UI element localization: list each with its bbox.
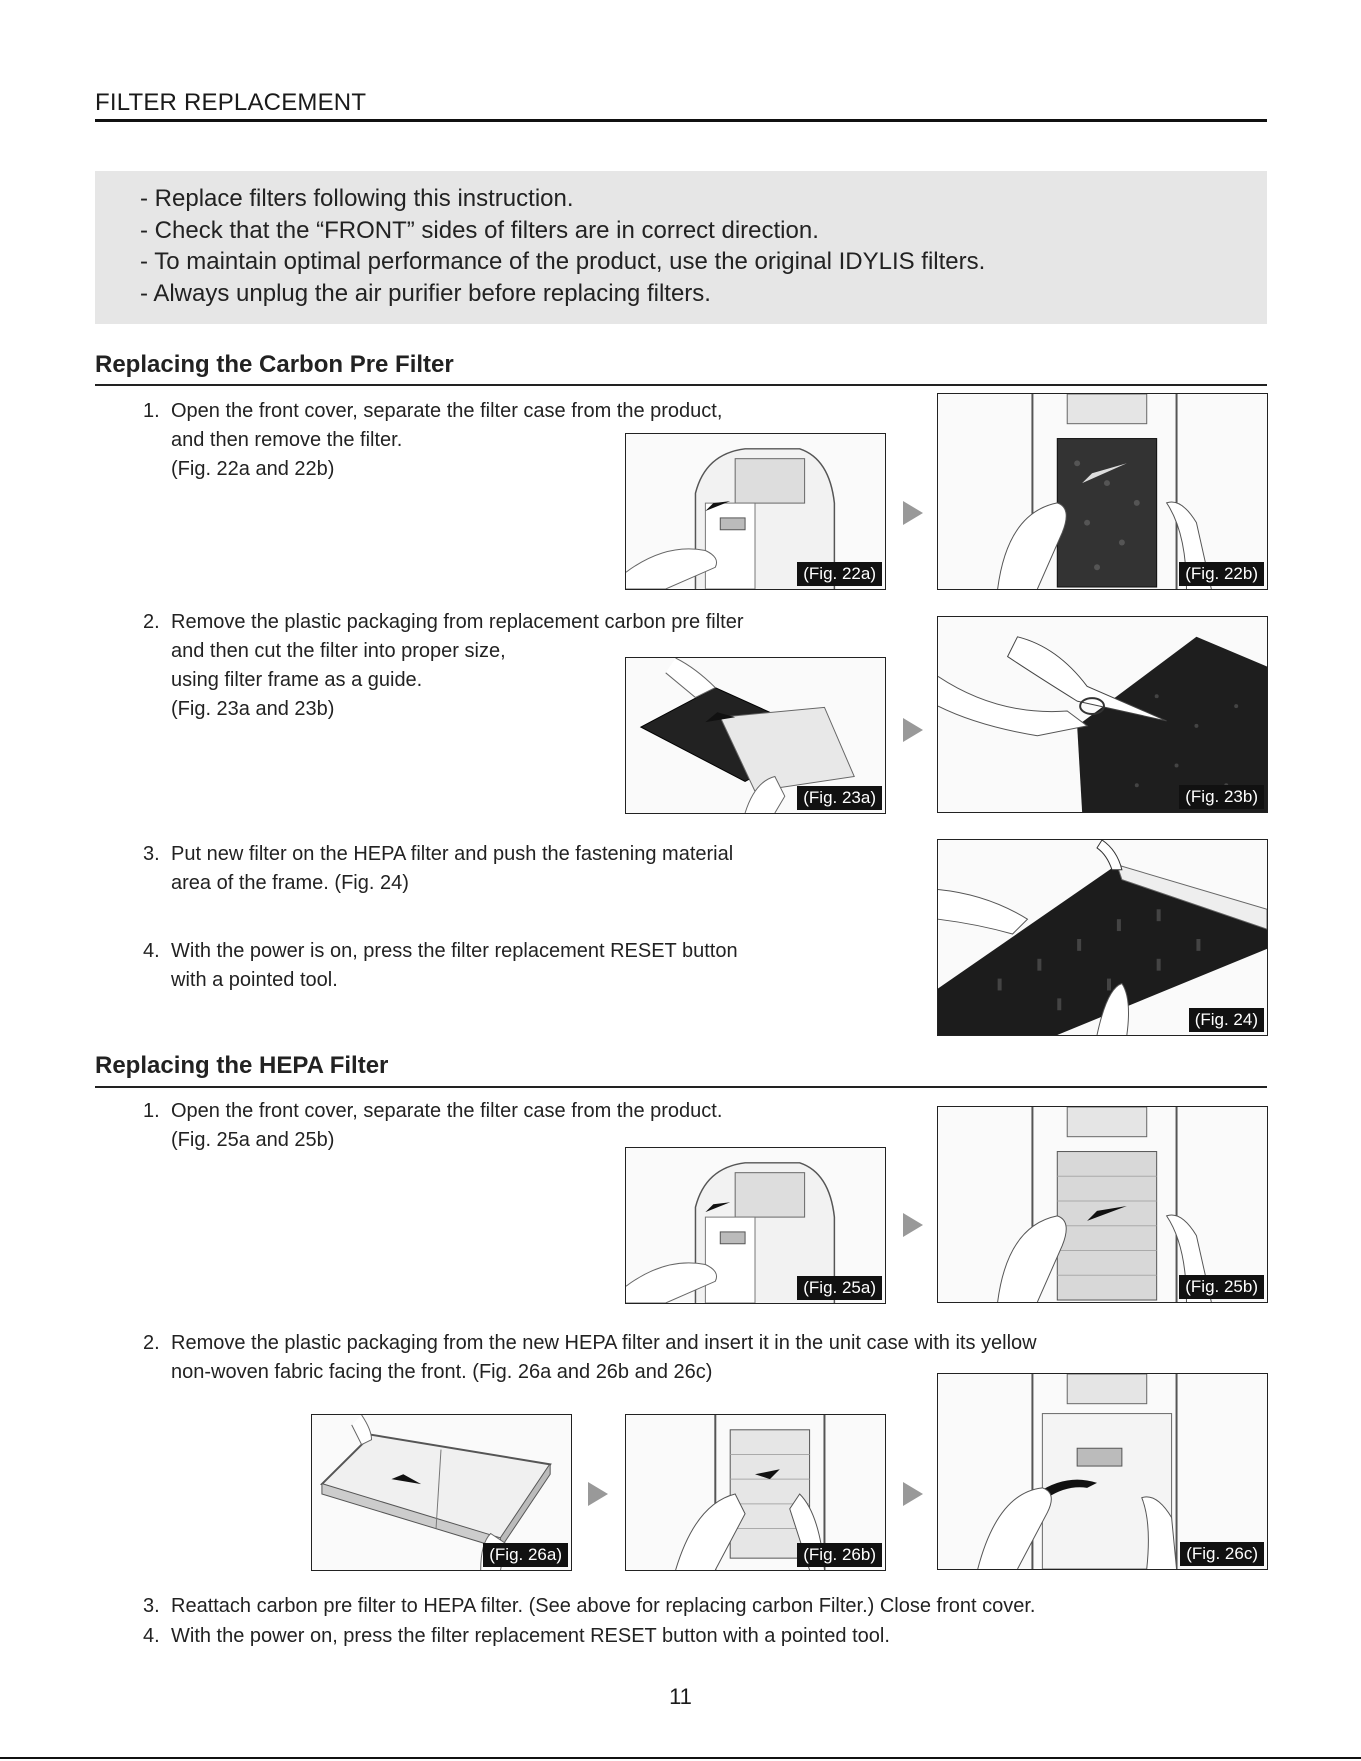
figure-label: (Fig. 22a) [797, 562, 882, 586]
figure-label: (Fig. 25b) [1179, 1275, 1264, 1299]
step-number: 1. [143, 1100, 160, 1122]
step-text: With the power is on, press the filter replacement RESET button [171, 940, 738, 962]
figure-25a [625, 1147, 886, 1304]
step-text: Put new filter on the HEPA filter and push the fastening material [171, 843, 734, 865]
figure-26c [937, 1373, 1268, 1570]
filter-removal-illustration [938, 394, 1267, 589]
figure-label: (Fig. 26c) [1180, 1542, 1264, 1566]
step-number: 2. [143, 611, 160, 633]
figure-label: (Fig. 23a) [797, 786, 882, 810]
next-step-arrow-icon [903, 1482, 923, 1506]
figure-label: (Fig. 25a) [797, 1276, 882, 1300]
step-text: and then cut the filter into proper size, [171, 640, 506, 662]
hepa-removal-illustration [938, 1107, 1267, 1302]
figure-26a [311, 1414, 572, 1571]
step-text: non-woven fabric facing the front. (Fig. 26a and 26b and 26c) [171, 1361, 713, 1383]
step-text: area of the frame. (Fig. 24) [171, 872, 409, 894]
step-text: with a pointed tool. [171, 969, 338, 991]
step-number: 3. [143, 843, 160, 865]
figure-25b [937, 1106, 1268, 1303]
title-divider [95, 119, 1267, 122]
step-text: Remove the plastic packaging from the new HEPA filter and insert it in the unit case with its yellow [171, 1332, 1037, 1354]
step-text: using filter frame as a guide. [171, 669, 423, 691]
page-title: FILTER REPLACEMENT [95, 89, 367, 116]
notice-line: - Replace filters following this instruction. [140, 185, 574, 212]
figure-label: (Fig. 26a) [483, 1543, 568, 1567]
bottom-divider [0, 1757, 1361, 1759]
step-text: (Fig. 22a and 22b) [171, 458, 335, 480]
step-text: Remove the plastic packaging from replacement carbon pre filter [171, 611, 744, 633]
step-text: With the power on, press the filter replacement RESET button with a pointed tool. [171, 1625, 890, 1647]
close-cover-illustration [938, 1374, 1267, 1569]
next-step-arrow-icon [588, 1482, 608, 1506]
step-number: 1. [143, 400, 160, 422]
figure-23a [625, 657, 886, 814]
notice-line: - To maintain optimal performance of the product, use the original IDYLIS filters. [140, 248, 986, 275]
notice-box [95, 171, 1267, 324]
step-number: 2. [143, 1332, 160, 1354]
carbon-step-4 [143, 937, 738, 995]
step-number: 4. [143, 1625, 160, 1647]
hepa-step-4 [143, 1622, 890, 1651]
cutting-filter-illustration [938, 617, 1267, 812]
figure-label: (Fig. 23b) [1179, 785, 1264, 809]
step-text: (Fig. 23a and 23b) [171, 698, 335, 720]
hepa-step-2 [143, 1329, 1037, 1387]
carbon-step-3 [143, 840, 733, 898]
figure-22a [625, 433, 886, 590]
figure-label: (Fig. 24) [1189, 1008, 1264, 1032]
figure-label: (Fig. 22b) [1179, 562, 1264, 586]
figure-label: (Fig. 26b) [797, 1543, 882, 1567]
figure-23b [937, 616, 1268, 813]
figure-24 [937, 839, 1268, 1036]
section-divider [95, 384, 1267, 386]
section-divider [95, 1086, 1267, 1088]
figure-26b [625, 1414, 886, 1571]
carbon-section-heading: Replacing the Carbon Pre Filter [95, 351, 454, 378]
next-step-arrow-icon [903, 718, 923, 742]
figure-22b [937, 393, 1268, 590]
filter-attach-illustration [938, 840, 1267, 1035]
notice-line: - Always unplug the air purifier before replacing filters. [140, 279, 711, 307]
notice-line: - Check that the “FRONT” sides of filters are in correct direction. [140, 216, 819, 244]
step-text: (Fig. 25a and 25b) [171, 1129, 335, 1151]
next-step-arrow-icon [903, 501, 923, 525]
step-text: Reattach carbon pre filter to HEPA filter. (See above for replacing carbon Filter.) Close front cover. [171, 1595, 1036, 1617]
hepa-step-3 [143, 1592, 1036, 1621]
step-number: 3. [143, 1595, 160, 1617]
next-step-arrow-icon [903, 1213, 923, 1237]
step-number: 4. [143, 940, 160, 962]
step-text: Open the front cover, separate the filter case from the product. [171, 1100, 723, 1122]
step-text: Open the front cover, separate the filter case from the product, [171, 400, 723, 422]
page-number: 11 [669, 1684, 692, 1709]
hepa-section-heading: Replacing the HEPA Filter [95, 1052, 389, 1079]
step-text: and then remove the filter. [171, 429, 403, 451]
